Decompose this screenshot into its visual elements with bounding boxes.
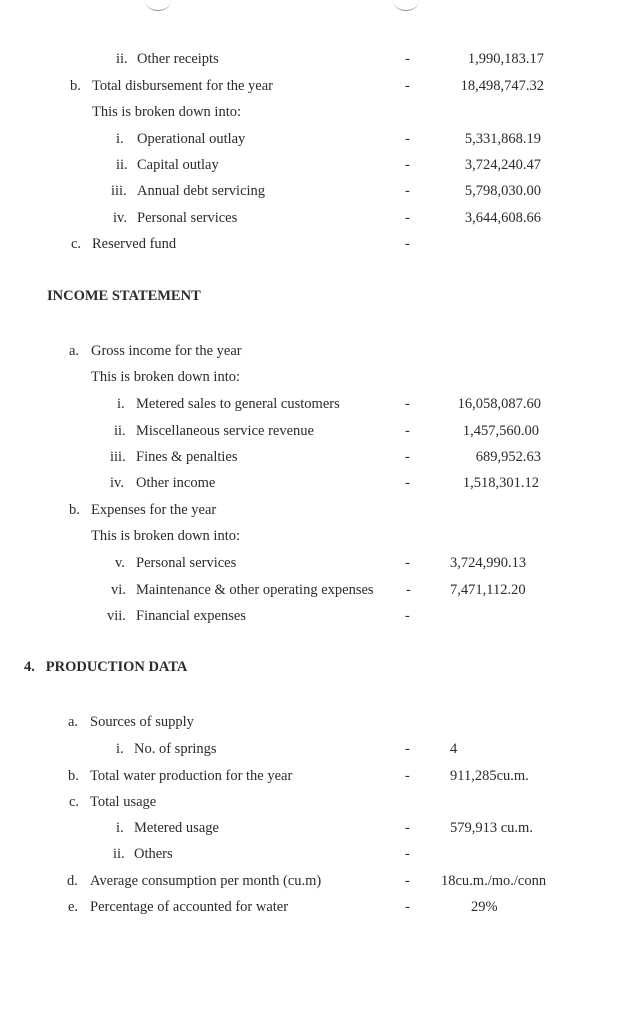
total-production-row xyxy=(0,766,628,786)
item-label: Personal services xyxy=(136,555,237,571)
item-value: 18cu.m./mo./conn xyxy=(441,873,547,889)
item-value: 3,644,608.66 xyxy=(464,210,541,226)
total-usage-row xyxy=(0,792,628,812)
disbursement-item-row xyxy=(0,155,628,175)
top-arc-right xyxy=(393,0,419,11)
item-label: Maintenance & other operating expenses xyxy=(136,582,374,598)
item-label: Reserved fund xyxy=(92,236,177,252)
item-label: Others xyxy=(134,846,173,862)
item-value: 4 xyxy=(450,741,458,757)
item-letter: e. xyxy=(68,899,79,915)
item-number: vii. xyxy=(107,608,126,624)
item-value: 3,724,990.13 xyxy=(450,555,527,571)
item-number: ii. xyxy=(113,846,125,862)
gross-item-row xyxy=(0,447,628,467)
avg-consumption-row xyxy=(0,871,628,891)
item-letter: a. xyxy=(69,343,80,359)
item-value: 1,518,301.12 xyxy=(462,475,539,491)
item-label: Average consumption per month (cu.m) xyxy=(90,873,322,889)
item-number: iv. xyxy=(110,475,124,491)
item-label: Other receipts xyxy=(137,51,219,67)
item-label: Miscellaneous service revenue xyxy=(136,423,314,439)
item-letter: b. xyxy=(70,78,81,94)
disbursement-breakdown-label xyxy=(0,102,628,122)
dash: - xyxy=(405,157,410,173)
item-value: 29% xyxy=(471,899,498,915)
item-number: iv. xyxy=(113,210,127,226)
gross-item-row xyxy=(0,421,628,441)
dash: - xyxy=(405,236,410,252)
dash: - xyxy=(406,582,411,598)
item-label: Personal services xyxy=(137,210,238,226)
item-value: 7,471,112.20 xyxy=(450,582,526,598)
item-letter: c. xyxy=(71,236,82,252)
item-label: Total water production for the year xyxy=(90,768,293,784)
item-value: 18,498,747.32 xyxy=(460,78,544,94)
item-label: Annual debt servicing xyxy=(137,183,266,199)
dash: - xyxy=(405,873,410,889)
item-label: Total disbursement for the year xyxy=(92,78,273,94)
reserved-fund-row xyxy=(0,234,628,254)
item-value: 579,913 cu.m. xyxy=(450,820,533,836)
dash: - xyxy=(405,449,410,465)
disbursement-item-row xyxy=(0,181,628,201)
item-label: Financial expenses xyxy=(136,608,246,624)
metered-usage-row xyxy=(0,818,628,838)
expense-item-row xyxy=(0,606,628,626)
dash: - xyxy=(405,210,410,226)
dash: - xyxy=(405,899,410,915)
gross-item-row xyxy=(0,473,628,493)
item-number: ii. xyxy=(116,51,128,67)
item-label: Gross income for the year xyxy=(91,343,242,359)
item-number: iii. xyxy=(111,183,127,199)
dash: - xyxy=(405,396,410,412)
disbursement-item-row xyxy=(0,129,628,149)
breakdown-text: This is broken down into: xyxy=(91,369,241,385)
dash: - xyxy=(405,78,410,94)
item-value: 3,724,240.47 xyxy=(464,157,541,173)
item-number: vi. xyxy=(111,582,126,598)
breakdown-text: This is broken down into: xyxy=(92,104,242,120)
expenses-row xyxy=(0,500,628,520)
item-letter: a. xyxy=(68,714,79,730)
income-statement-heading: INCOME STATEMENT xyxy=(47,288,201,304)
total-disbursement-row xyxy=(0,76,628,96)
dash: - xyxy=(405,555,410,571)
item-value: 911,285cu.m. xyxy=(450,768,529,784)
dash: - xyxy=(405,608,410,624)
dash: - xyxy=(405,183,410,199)
item-value: 5,331,868.19 xyxy=(464,131,541,147)
item-letter: b. xyxy=(68,768,79,784)
item-letter: b. xyxy=(69,502,80,518)
gross-breakdown-label xyxy=(0,367,628,387)
item-value: 1,990,183.17 xyxy=(467,51,544,67)
dash: - xyxy=(405,423,410,439)
item-label: Total usage xyxy=(90,794,157,810)
item-number: i. xyxy=(117,396,125,412)
expenses-breakdown-label xyxy=(0,526,628,546)
item-label: Metered usage xyxy=(134,820,219,836)
springs-row xyxy=(0,739,628,759)
item-number: v. xyxy=(115,555,125,571)
expense-item-row xyxy=(0,580,628,600)
item-letter: d. xyxy=(67,873,78,889)
dash: - xyxy=(405,820,410,836)
item-label: Fines & penalties xyxy=(136,449,238,465)
disbursement-item-row xyxy=(0,208,628,228)
item-value: 5,798,030.00 xyxy=(464,183,541,199)
accounted-water-row xyxy=(0,897,628,917)
dash: - xyxy=(405,475,410,491)
item-value: 1,457,560.00 xyxy=(462,423,539,439)
item-number: ii. xyxy=(116,157,128,173)
sources-of-supply-row xyxy=(0,712,628,732)
item-number: i. xyxy=(116,820,124,836)
item-label: Capital outlay xyxy=(137,157,219,173)
item-number: i. xyxy=(116,131,124,147)
item-label: Operational outlay xyxy=(137,131,246,147)
breakdown-text: This is broken down into: xyxy=(91,528,241,544)
item-number: iii. xyxy=(110,449,126,465)
dash: - xyxy=(405,741,410,757)
item-value: 16,058,087.60 xyxy=(457,396,541,412)
dash: - xyxy=(405,846,410,862)
item-label: Expenses for the year xyxy=(91,502,217,518)
item-label: Metered sales to general customers xyxy=(136,396,340,412)
gross-income-row xyxy=(0,341,628,361)
dash: - xyxy=(405,51,410,67)
item-label: No. of springs xyxy=(134,741,217,757)
item-label: Sources of supply xyxy=(90,714,194,730)
item-letter: c. xyxy=(69,794,80,810)
production-data-heading: 4. PRODUCTION DATA xyxy=(24,659,188,675)
dash: - xyxy=(405,131,410,147)
item-label: Other income xyxy=(136,475,216,491)
expense-item-row xyxy=(0,553,628,573)
item-number: ii. xyxy=(114,423,126,439)
other-receipts-row xyxy=(0,49,628,69)
item-number: i. xyxy=(116,741,124,757)
gross-item-row xyxy=(0,394,628,414)
top-arc-left xyxy=(145,0,171,11)
dash: - xyxy=(405,768,410,784)
others-row xyxy=(0,844,628,864)
item-label: Percentage of accounted for water xyxy=(90,899,289,915)
item-value: 689,952.63 xyxy=(475,449,541,465)
